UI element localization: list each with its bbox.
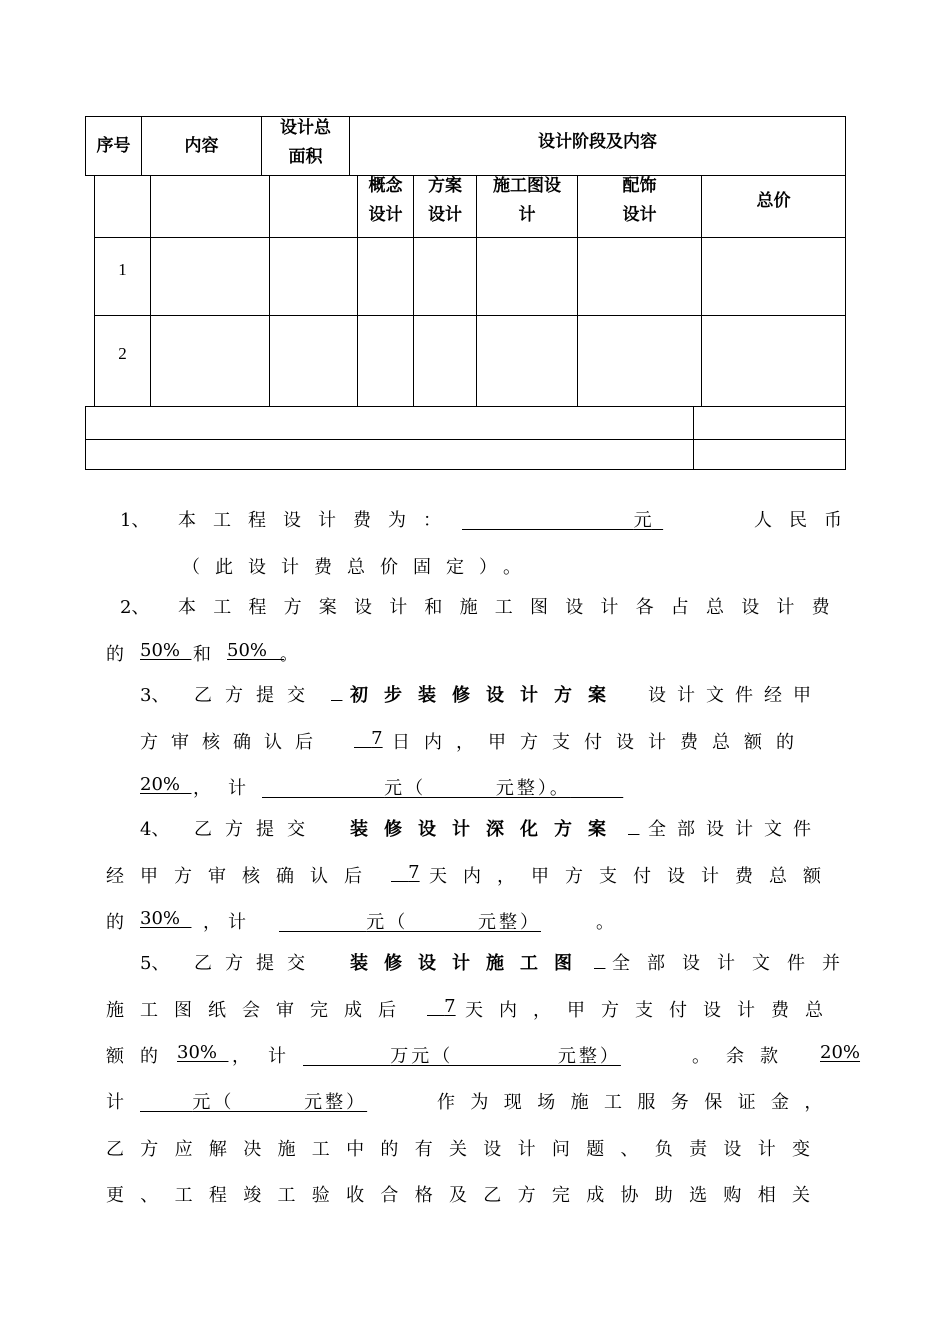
clause-4-line1 <box>0 815 950 843</box>
clause-2-de: 的 <box>106 644 124 665</box>
table-border <box>85 406 86 470</box>
table-border <box>85 439 846 440</box>
clause-2-pct2: 50% <box>227 640 268 661</box>
clause-5-pct: 30% <box>177 1042 218 1063</box>
header-scheme-line2: 设计 <box>428 205 462 225</box>
clause-3-doc: 初步装修设计方案 <box>350 685 622 706</box>
header-concept-line2: 设计 <box>368 205 403 225</box>
clause-1-line2 <box>0 553 950 581</box>
clause-4-ji: 计 <box>228 912 246 933</box>
clause-3-pct: 20% <box>140 774 181 795</box>
table-border <box>693 406 694 470</box>
clause-5-line3-a: 额的 <box>106 1046 174 1067</box>
header-seq: 序号 <box>96 135 131 156</box>
table-border <box>94 175 95 407</box>
clause-1-amount-blank <box>462 506 663 532</box>
table-border <box>269 175 270 407</box>
clause-5-line2 <box>0 996 950 1024</box>
clause-3-ji: 计 <box>228 778 246 799</box>
clause-4-doc-blank <box>628 815 639 836</box>
clause-4-end: 。 <box>596 912 614 933</box>
clause-5-line3 <box>0 1042 950 1070</box>
table-border <box>94 237 846 238</box>
clause-4-line2-b: 天内，甲方支付设计费总额 <box>429 866 837 887</box>
clause-4-pct: 30% <box>140 908 181 929</box>
clause-2-label: 2、 <box>120 597 150 618</box>
header-scheme-line1: 方案 <box>428 176 462 196</box>
clause-1-yuan: 元 <box>633 510 652 531</box>
clause-4-doc: 装修设计深化方案 <box>350 819 622 840</box>
clause-3-tail: 设计文件经甲 <box>648 685 822 706</box>
clause-2-he: 和 <box>193 644 211 665</box>
clause-5-line2-b: 天内，甲方支付设计费总 <box>465 1000 839 1021</box>
clause-5-doc-blank <box>594 949 605 970</box>
clause-2-end: 。 <box>280 644 298 665</box>
clause-2-line1 <box>0 593 950 621</box>
header-construction <box>477 172 577 230</box>
clause-3-comma: ， <box>193 778 211 799</box>
clause-3-line1 <box>0 681 950 709</box>
header-area-line2: 面积 <box>288 147 323 167</box>
clause-5-label: 5、 <box>140 953 170 974</box>
clause-3-line2 <box>0 728 950 756</box>
header-scheme <box>414 172 476 230</box>
header-decor <box>578 172 701 230</box>
clause-5-amount: 万元（ 元整） <box>390 1046 621 1067</box>
clause-5-line6 <box>0 1181 950 1209</box>
clause-5-days: 7 <box>444 996 456 1017</box>
clause-1-text: 本工程设计费为： <box>178 510 458 531</box>
clause-5-line4-b: 作为现场施工服务保证金， <box>437 1092 838 1113</box>
clause-4-de: 的 <box>106 912 124 933</box>
clause-4-comma: ， <box>203 912 221 933</box>
header-decor-line1: 配饰 <box>622 176 657 196</box>
header-decor-line2: 设计 <box>622 205 657 225</box>
table-border <box>85 406 846 407</box>
header-construction-line2: 计 <box>518 205 536 225</box>
clause-4-amount: 元（ 元整） <box>366 912 541 933</box>
table-border-right <box>845 116 846 470</box>
clause-1-tail: 人民币 <box>754 510 859 531</box>
clause-1-note: （此设计费总价固定）。 <box>182 557 536 578</box>
clause-5-tail: 全部设计文件并 <box>612 953 857 974</box>
clause-5-ji: 计 <box>268 1046 286 1067</box>
header-concept-line1: 概念 <box>368 176 403 196</box>
clause-5-line4-a: 计 <box>106 1092 124 1113</box>
clause-4-lead: 乙方提交 <box>194 819 318 840</box>
clause-1-line1 <box>0 506 950 534</box>
clause-1-label: 1、 <box>120 510 150 531</box>
clause-5-line2-a: 施工图纸会审完成后 <box>106 1000 412 1021</box>
clause-4-line3 <box>0 908 950 936</box>
clause-3-doc-blank <box>331 681 342 702</box>
clause-5-comma: ， <box>232 1046 250 1067</box>
header-construction-line1: 施工图设 <box>493 176 561 196</box>
header-content: 内容 <box>184 135 219 156</box>
row-number-1: 1 <box>118 260 127 279</box>
clause-2-pct1: 50% <box>140 640 181 661</box>
clause-4-label: 4、 <box>140 819 170 840</box>
header-concept <box>358 172 413 230</box>
clause-4-line2 <box>0 862 950 890</box>
header-area <box>262 114 349 172</box>
header-stage-title: 设计阶段及内容 <box>538 131 657 152</box>
clause-2-text: 本工程方案设计和施工图设计各占总设计费 <box>178 597 847 618</box>
clause-4-line2-a: 经甲方审核确认后 <box>106 866 378 887</box>
clause-5-rest-pct: 20% <box>820 1042 861 1063</box>
table-border-bottom <box>85 469 846 470</box>
table-border <box>150 175 151 407</box>
clause-3-amount: 元（ 元整）。 <box>384 778 571 799</box>
clause-5-rest-amount: 元（ 元整） <box>192 1092 368 1113</box>
clause-5-doc: 装修设计施工图 <box>350 953 588 974</box>
clause-5-line5-text: 乙方应解决施工中的有关设计问题、负责设计变 <box>106 1139 827 1160</box>
header-total: 总价 <box>756 190 791 211</box>
clause-5-lead: 乙方提交 <box>194 953 318 974</box>
clause-3-line2-a: 方审核确认后 <box>140 732 326 753</box>
table-border <box>94 315 846 316</box>
clause-5-line5 <box>0 1135 950 1163</box>
clause-5-line3-b: 。余款 <box>692 1046 794 1067</box>
clause-5-line1 <box>0 949 950 977</box>
clause-4-tail: 全部设计文件 <box>648 819 822 840</box>
row-number-2: 2 <box>118 344 127 363</box>
clause-3-line2-b: 日内，甲方支付设计费总额的 <box>392 732 808 753</box>
clause-3-label: 3、 <box>140 685 170 706</box>
clause-4-days: 7 <box>408 862 420 883</box>
clause-3-lead: 乙方提交 <box>194 685 318 706</box>
header-area-line1: 设计总 <box>280 118 331 138</box>
clause-3-line3 <box>0 774 950 802</box>
clause-3-days: 7 <box>371 728 383 749</box>
clause-5-line4 <box>0 1088 950 1116</box>
clause-5-line6-text: 更、工程竣工验收合格及乙方完成协助选购相关 <box>106 1185 827 1206</box>
clause-2-line2 <box>0 640 950 668</box>
